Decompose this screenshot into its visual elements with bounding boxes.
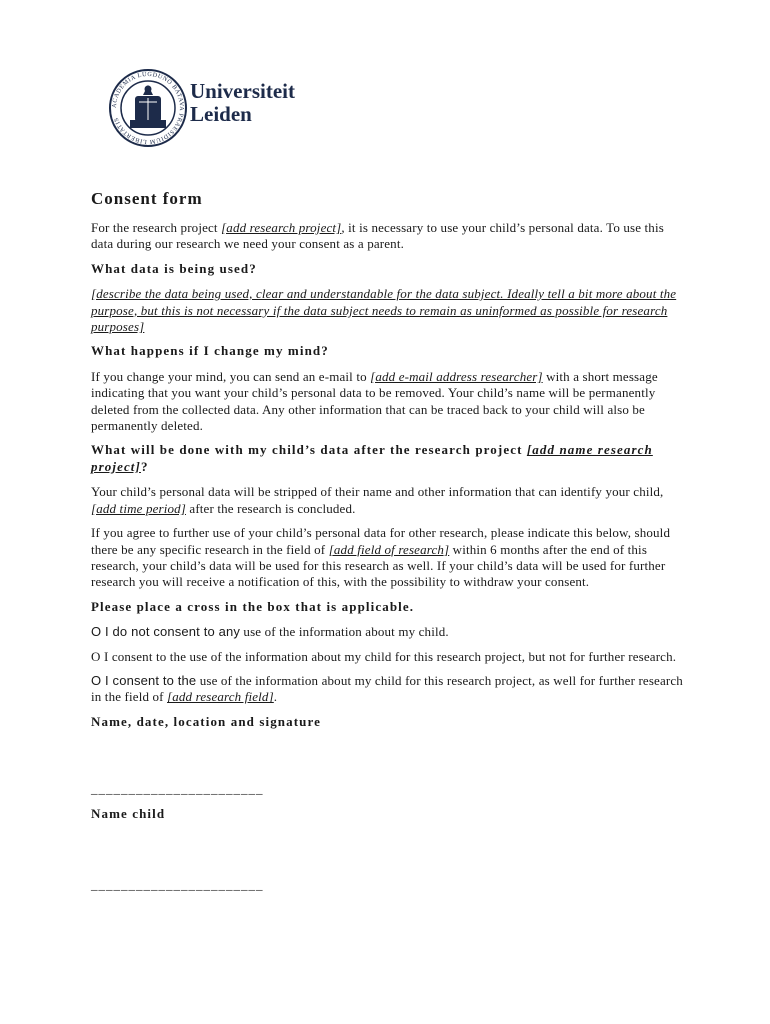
intro-text-before: For the research project [91,220,222,235]
change-mind-text-after: with a short message indicating that you want your child’s personal data to be removed. Your child’s name will be permanently deleted from the collected data. Any other information that can be traced back to your child will also be permanently deleted. [91,368,658,434]
wordmark-line1: Universiteit [190,79,295,103]
research-name-placeholder: [add name research project] [91,442,653,474]
option1-text: use of the information about my child. [240,624,449,640]
further-use-text-after: within 6 months after the end of this research, your child’s data will be used for this research as well. If your child’s data will be used for further research you will receive a notification of this, with the possibility to withdraw your consent. [91,541,666,590]
university-seal-icon [108,68,188,148]
data-stripped-text-after: after the research is concluded. [186,500,356,516]
consent-option-further-research[interactable] [91,673,683,706]
change-mind-text-before: If you change your mind, you can send an e-mail to [91,368,371,384]
section-heading-change-mind: What happens if I change my mind? [91,343,329,359]
option3-text-after: . [273,689,278,705]
research-field-placeholder: [add research field] [167,689,274,705]
further-use-paragraph [91,525,683,591]
university-wordmark [190,80,295,126]
option3-text-before: use of the information about my child for this research project, as well for further research in the field of [91,672,683,705]
section-heading-after-research [91,442,683,475]
data-description-paragraph [91,286,683,335]
intro-text-after: , it is necessary to use your child’s personal data. To use this data during our research we need your consent as a parent. [91,220,664,252]
wordmark-line2: Leiden [190,102,252,126]
name-child-label: Name child [91,805,166,821]
option2-text: O I consent to the use of the information about my child for this research project, but not for further research. [91,648,677,664]
university-logo [108,68,328,158]
after-research-heading-after: ? [140,458,149,474]
research-project-placeholder: [add research project] [221,220,342,235]
consent-option-no-consent[interactable] [91,624,683,640]
data-stripped-text-before: Your child’s personal data will be stripped of their name and other information that can identify your child, [91,484,664,500]
data-stripped-paragraph [91,484,683,517]
field-of-research-placeholder: [add field of research] [328,541,450,557]
signature-line[interactable]: _______________________ [91,781,264,797]
change-mind-paragraph [91,369,683,435]
section-heading-data-used: What data is being used? [91,260,257,276]
further-use-text-before: If you agree to further use of your child’s personal data for other research, please indicate this below, should there be any specific research in the field of [91,525,671,557]
intro-paragraph [91,220,683,253]
time-period-placeholder: [add time period] [91,500,186,516]
after-research-heading-before: What will be done with my child’s data after the research project [91,442,527,458]
option3-label: O I consent to the [91,672,197,688]
data-description-placeholder: [describe the data being used, clear and understandable for the data subject. Ideally tell a bit more about the purpose, but this is not necessary if the data subject needs to remain as uninformed as possible for research purposes] [91,286,677,335]
consent-form [91,188,683,893]
form-title: Consent form [91,189,203,208]
email-researcher-placeholder: [add e-mail address researcher] [370,368,543,384]
signature-heading: Name, date, location and signature [91,713,321,729]
section-heading-place-cross: Please place a cross in the box that is applicable. [91,598,415,614]
seal-text: ACADEMIA LUGDUNO BATAVA PRAESIDIUM LIBERTATIS [110,70,186,146]
consent-option-this-research-only[interactable] [91,649,683,665]
option1-label: O I do not consent to any [91,624,241,640]
name-child-line[interactable]: _______________________ [91,876,264,892]
